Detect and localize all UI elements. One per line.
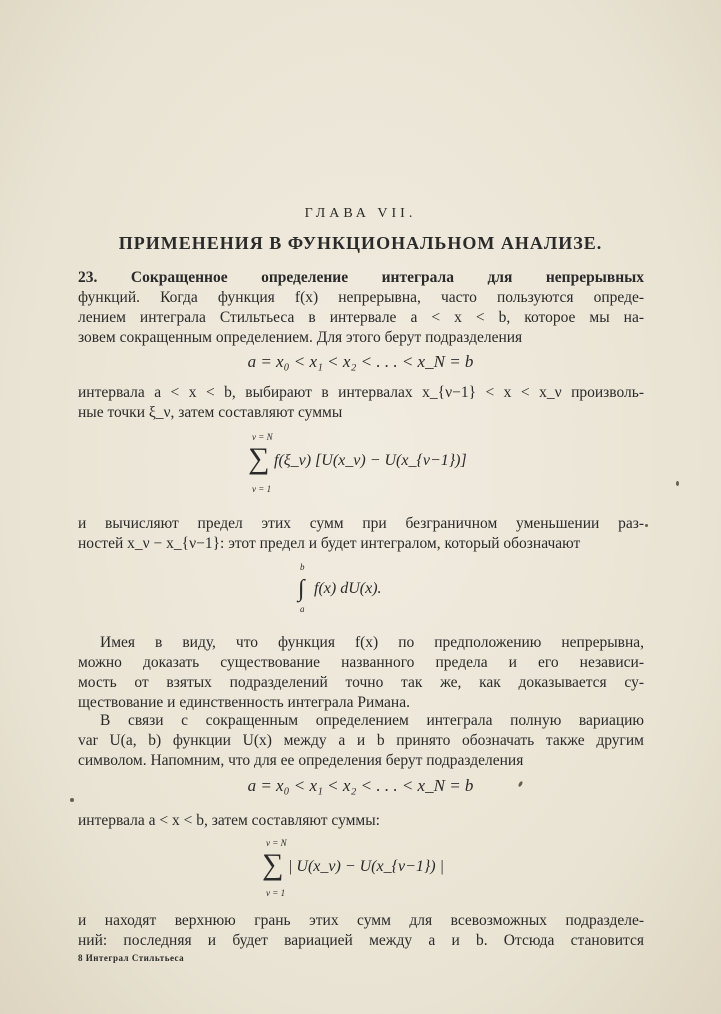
paragraph-line: ные точки ξ_ν, затем составляют суммы (78, 404, 343, 421)
sigma-symbol: ∑ (248, 442, 270, 475)
paragraph-line: функций. Когда функция f(x) непрерывна, часто пользуются опреде- (78, 289, 644, 306)
integral-symbol: ∫ (298, 576, 305, 602)
chapter-title: ПРИМЕНЕНИЯ В ФУНКЦИОНАЛЬНОМ АНАЛИЗЕ. (118, 233, 603, 253)
paragraph-line: и находят верхнюю грань этих сумм для всевозможных подразделе- (78, 912, 644, 929)
sum-formula (262, 838, 482, 904)
paragraph-line: ществование и единственность интеграла Римана. (78, 694, 410, 711)
paragraph-line: и вычисляют предел этих сумм при безграничном уменьшении раз- (78, 515, 644, 532)
signature-mark: 8 Интеграл Стильтьеса (78, 953, 185, 963)
integral-lower-limit: a (300, 604, 305, 614)
paragraph-line: Имея в виду, что функция f(x) по предположению непрерывна, (100, 634, 644, 651)
integral-upper-limit: b (300, 562, 305, 572)
paragraph-line (78, 268, 644, 288)
paragraph-line: можно доказать существование названного предела и его независи- (78, 654, 644, 671)
partition-formula: a = x₀ < x₁ < x₂ < . . . < x_N = b (247, 776, 474, 795)
chapter-heading: ГЛАВА VII. (304, 206, 417, 221)
paragraph-line: ностей x_ν − x_{ν−1}: этот предел и будет интегралом, который обозначают (78, 535, 581, 552)
paragraph-line: ний: последняя и будет вариацией между a и b. Отсюда становится (78, 932, 644, 949)
integral-body: f(x) dU(x). (314, 580, 382, 597)
sum-upper-limit: ν = N (266, 838, 287, 848)
paragraph-line: зовем сокращенным определением. Для этого берут подразделения (78, 329, 523, 346)
paragraph-line: мость от взятых подразделений точно так же, как доказывается су- (78, 674, 644, 691)
sum-formula (248, 432, 508, 498)
sigma-symbol: ∑ (262, 848, 284, 881)
section-heading: 23. Сокращенное определение интеграла для непрерывных (78, 269, 644, 286)
sum-lower-limit: ν = 1 (252, 484, 272, 494)
integral-formula (298, 562, 438, 618)
partition-formula: a = x₀ < x₁ < x₂ < . . . < x_N = b (247, 352, 474, 371)
paragraph-line: В связи с сокращенным определением интеграла полную вариацию (100, 712, 644, 729)
paragraph-line: интервала a < x < b, затем составляют суммы: (78, 812, 380, 829)
paper-speck (645, 524, 648, 527)
sum-body: | U(x_ν) − U(x_{ν−1}) | (288, 858, 445, 875)
paragraph-line: символом. Напомним, что для ее определения берут подразделения (78, 752, 524, 769)
paper-speck (676, 481, 679, 486)
sum-body: f(ξ_ν) [U(x_ν) − U(x_{ν−1})] (274, 452, 467, 469)
paper-speck (70, 798, 74, 802)
sum-upper-limit: ν = N (252, 432, 273, 442)
paragraph-line: лением интеграла Стильтьеса в интервале a < x < b, которое мы на- (78, 309, 644, 326)
paragraph-line: интервала a < x < b, выбирают в интервалах x_{ν−1} < x < x_ν произволь- (78, 384, 644, 401)
sum-lower-limit: ν = 1 (266, 888, 286, 898)
paragraph-line: var U(a, b) функции U(x) между a и b принято обозначать также другим (78, 732, 644, 749)
